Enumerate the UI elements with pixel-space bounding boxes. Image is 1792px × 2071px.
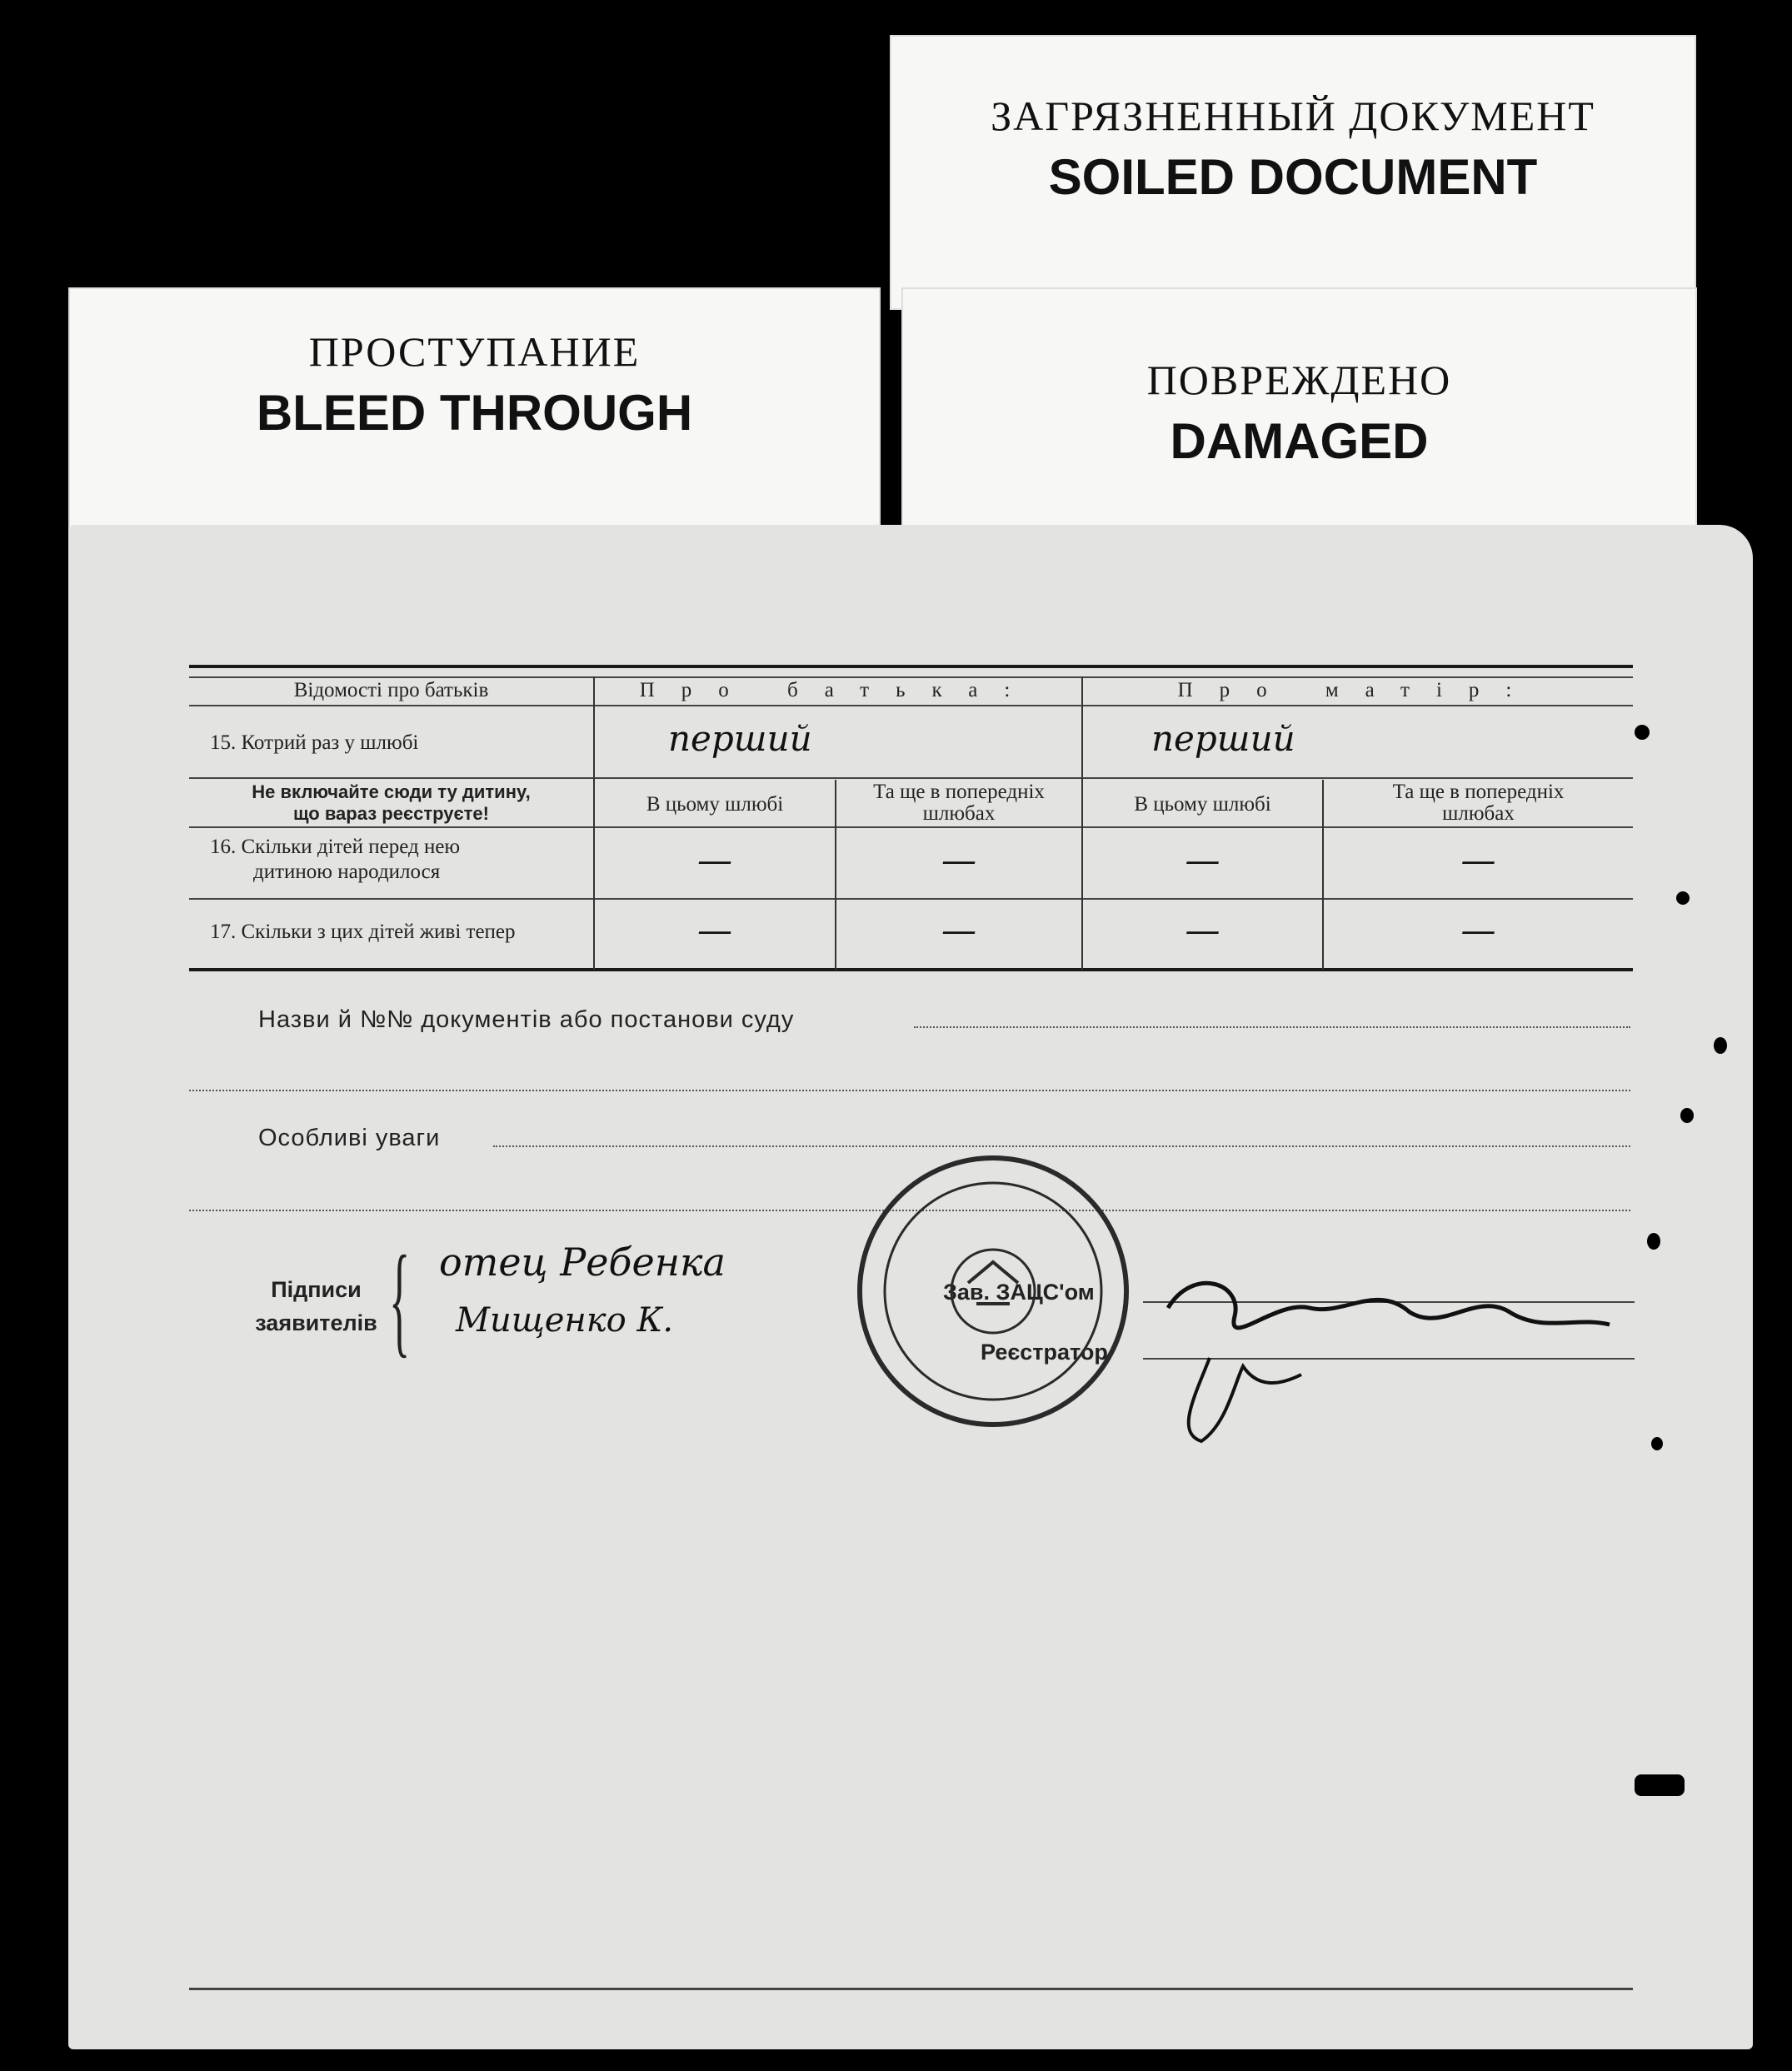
documents-fill-line-2 [189, 1090, 1630, 1091]
punch-hole [1635, 725, 1650, 740]
father-this-marriage: В цьому шлюбі [646, 793, 784, 816]
row17-father-this: — [697, 910, 732, 951]
applicant-signature-2: Мищенко К. [456, 1301, 674, 1340]
soiled-document-label [890, 35, 1696, 310]
applicant-signature-1: отец Ребенка [439, 1240, 726, 1285]
soiled-label-en: SOILED DOCUMENT [1048, 149, 1538, 205]
table-top-rule [189, 665, 1633, 668]
mother-previous-line1: Та ще в попередніх [1392, 781, 1565, 803]
note-exclude-child [189, 781, 593, 825]
soiled-label-ru: ЗАГРЯЗНЕННЫЙ ДОКУМЕНТ [991, 92, 1595, 139]
table-row15-rule [189, 777, 1633, 779]
row16-father-previous: — [941, 840, 976, 881]
note-line2: що вараз реєструєте! [293, 803, 489, 824]
table-bottom-rule [189, 968, 1633, 971]
mother-previous-marriages [1324, 781, 1633, 825]
mother-previous-line2: шлюбах [1442, 802, 1515, 825]
damaged-label-ru: ПОВРЕЖДЕНО [1146, 357, 1452, 403]
mother-this-marriage: В цьому шлюбі [1134, 793, 1271, 816]
row17-mother-this: — [1185, 910, 1220, 951]
table-sub-rule [189, 826, 1633, 828]
head-of-registry-label: Зав. ЗАЦС'ом [943, 1280, 1095, 1305]
row15-father-handwritten: перший [668, 718, 812, 759]
damaged-label-en: DAMAGED [1170, 413, 1429, 469]
head-signature-scribble [1143, 1233, 1626, 1450]
page-bottom-rule [189, 1988, 1633, 1990]
official-stamp [843, 1145, 1143, 1437]
parents-info-header: Відомості про батьків [293, 679, 489, 701]
bleed-label-en: BLEED THROUGH [256, 385, 693, 441]
documents-fill-line [914, 1026, 1630, 1028]
applicants-signatures-label [243, 1273, 389, 1340]
notes-label: Особливі уваги [258, 1125, 441, 1151]
bleed-through-label [68, 287, 881, 546]
damaged-label [901, 287, 1697, 539]
table-row16-rule [189, 898, 1633, 900]
punch-hole [1676, 891, 1690, 905]
row16-line2: дитиною народилося [253, 861, 441, 883]
edge-tear [1635, 1774, 1685, 1796]
punch-hole [1647, 1233, 1660, 1250]
note-line1: Не включайте сюди ту дитину, [252, 781, 531, 802]
father-previous-marriages [836, 781, 1081, 825]
document-page [68, 525, 1753, 2049]
signature-brace: { [389, 1230, 411, 1369]
row16-label [210, 835, 460, 885]
father-header: Про батька: [639, 679, 1037, 701]
row16-father-this: — [697, 840, 732, 881]
punch-hole [1651, 1437, 1663, 1450]
row15-label: 15. Котрий раз у шлюбі [210, 731, 419, 754]
punch-hole [1680, 1108, 1694, 1123]
row15-mother-handwritten: перший [1151, 718, 1295, 759]
row17-father-previous: — [941, 910, 976, 951]
row16-mother-this: — [1185, 840, 1220, 881]
row16-line1: 16. Скільки дітей перед нею [210, 836, 461, 858]
row16-mother-previous: — [1460, 840, 1496, 881]
documents-label: Назви й №№ документів або постанови суду [258, 1006, 795, 1033]
mother-header: Про матір: [1177, 679, 1539, 701]
punch-hole [1714, 1037, 1727, 1054]
bleed-label-ru: ПРОСТУПАНИЕ [308, 328, 641, 375]
applicants-line2: заявителів [255, 1310, 377, 1335]
row17-label: 17. Скільки з цих дітей живі тепер [210, 921, 516, 943]
applicants-line1: Підписи [271, 1277, 362, 1302]
table-top-rule-inner [189, 676, 1633, 678]
table-header-rule [189, 705, 1633, 706]
father-previous-line1: Та ще в попередніх [873, 781, 1045, 803]
father-previous-line2: шлюбах [922, 802, 996, 825]
row17-mother-previous: — [1460, 910, 1496, 951]
registrar-label: Реєстратор [981, 1340, 1108, 1365]
